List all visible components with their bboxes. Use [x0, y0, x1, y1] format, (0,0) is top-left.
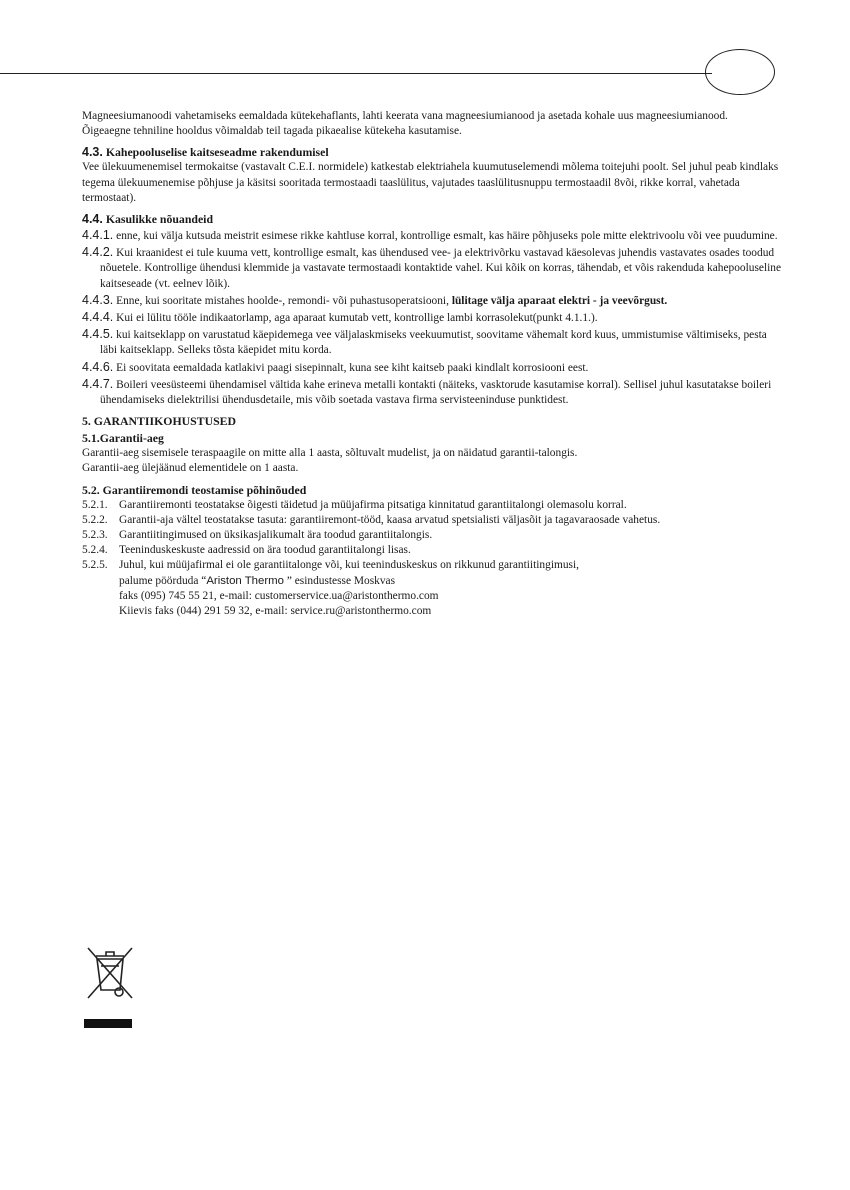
weee-marking-bar: [84, 1019, 132, 1028]
tip-text: Boileri veesüsteemi ühendamisel vältida kahe erineva metalli kontakti (näiteks, vasktorude kasutamise korral). Sellisel juhul kasutatakse boileri ühendamiseks dielektrilisi ühendusdetaile, mis võib soetada vastava firma servisteeninduse punktidest.: [100, 378, 772, 407]
tip-item: [82, 245, 782, 292]
contacts-line-2: [119, 574, 782, 589]
tip-item: [82, 293, 782, 309]
heading-4-4-title: Kasulikke nõuandeid: [105, 212, 214, 227]
heading-4-4: [82, 212, 782, 227]
tip-number: 4.4.3.: [82, 292, 114, 307]
heading-5-1: 5.1.Garantii-aeg: [82, 431, 164, 446]
tip-number: 4.4.1.: [82, 228, 114, 243]
tip-text: Enne, kui sooritate mistahes hoolde-, remondi- või puhastusoperatsiooni,: [116, 294, 449, 307]
page-number-oval: [705, 49, 775, 95]
tip-number: 4.4.6.: [82, 359, 114, 374]
heading-5-2: 5.2. Garantiiremondi teostamise põhinõuded: [82, 482, 307, 497]
brand-name: Ariston Thermo: [206, 574, 284, 587]
warranty-item-number: 5.2.2.: [82, 513, 108, 526]
crossed-out-wheelie-bin-icon: [84, 944, 136, 1002]
tip-number: 4.4.7.: [82, 376, 114, 391]
warranty-item-contacts: [82, 558, 782, 619]
tip-text: enne, kui välja kutsuda meistrit esimese rikke kahtluse korral, kontrollige esmalt, kas häire põhjuseks pole mitte elektrivoolu või vee puudumine.: [116, 230, 778, 243]
warranty-period-text-2: Garantii-aeg ülejäänud elementidele on 1 aasta.: [82, 462, 299, 475]
warranty-item-text: Garantiiremonti teostatakse õigesti täidetud ja müüjafirma pitsatiga kinnitatud garantiitalongi olemasolu korral.: [119, 498, 627, 511]
page-content: [82, 109, 782, 619]
contacts-kiev-fax-email: Kiievis faks (044) 291 59 32, e-mail: service.ru@aristonthermo.com: [119, 605, 432, 618]
tip-text: kui kaitseklapp on varustatud käepidemega vee väljalaskmiseks veekuumutist, soovitame vähemalt kord kuus, ummistumise vältimiseks, pesta läbi kaitseklapp. Selleks tõsta käepidet mitu korda.: [100, 329, 767, 357]
contacts-line-2-start: palume pöörduda “: [119, 574, 207, 587]
header-rule: [0, 73, 712, 74]
warranty-item-text: Teeninduskeskuste aadressid on ära toodud garantiitalongi lisas.: [119, 544, 411, 557]
heading-4-3: [82, 145, 782, 160]
tip-emphasis: lülitage välja aparaat elektri - ja veevõrgust.: [451, 294, 668, 307]
warranty-item-text: Garantii-aja vältel teostatakse tasuta: garantiiremont-tööd, kaasa arvatud spetsialisti väljasõit ja tagavaraosade vahetus.: [119, 513, 661, 526]
warranty-item-number: 5.2.5.: [82, 559, 108, 572]
warranty-period-text-1: Garantii-aeg sisemisele teraspaagile on mitte alla 1 aasta, sõltuvalt mudelist, ja on näidatud garantii-talongis.: [82, 447, 578, 460]
tip-text: Kui kraanidest ei tule kuuma vett, kontrollige esmalt, kas ühendused vee- ja elektrivõrku vastavad käesolevas juhendis vastavates osades toodud nõuetele. Kontrollige ühendusi klemmide ja vastavate termostaadi kontaktide vahel. Kui kõik on korras, tähendab, et võis rakenduda kahepooluseline kaitseseade (vt. eelnev lõik).: [100, 247, 782, 290]
warranty-item-number: 5.2.1.: [82, 498, 108, 511]
warranty-item: [82, 543, 782, 558]
heading-section-5: 5. GARANTIIKOHUSTUSED: [82, 414, 237, 429]
tip-item: [82, 327, 782, 358]
warranty-item-number: 5.2.3.: [82, 529, 108, 542]
intro-paragraph-2: Õigeaegne tehniline hooldus võimaldab teil tagada pikaealise kütekeha kasutamise.: [82, 125, 462, 138]
tip-item: [82, 377, 782, 408]
section-4-3-body: Vee ülekuumenemisel termokaitse (vastavalt C.E.I. normidele) katkestab elektriahela kuumutuselemendi mõlema toitejuhi poolt. Sel juhul peab kindlaks tegema ülekuumenemise põhjuse ja käsitsi sooritada termostaadi taaslülitus, vajutades taaslülitusnuppu termostaadil 8või, rikke korral, vahetada termostaat).: [82, 161, 779, 204]
tip-item: [82, 228, 782, 244]
tip-number: 4.4.5.: [82, 327, 114, 342]
tip-item: [82, 360, 782, 376]
intro-paragraph-1: Magneesiumanoodi vahetamiseks eemaldada kütekehaflants, lahti keerata vana magneesiumianood ja asetada kohale uus magneesiumianood.: [82, 110, 728, 122]
heading-4-3-title: Kahepooluselise kaitseseadme rakendumisel: [105, 145, 329, 160]
contacts-line-2-end: ” esindustesse Moskvas: [283, 574, 396, 587]
contacts-line-1: Juhul, kui müüjafirmal ei ole garantiitalonge või, kui teeninduskeskus on rikkunud garantiitingimusi,: [119, 559, 579, 572]
warranty-item-text: Garantiitingimused on üksikasjalikumalt ära toodud garantiitalongis.: [119, 529, 433, 542]
warranty-item: [82, 528, 782, 543]
tip-item: [82, 310, 782, 326]
tip-text: Kui ei lülitu tööle indikaatorlamp, aga aparaat kumutab vett, kontrollige lambi korrasolekut(punkt 4.1.1.).: [116, 312, 598, 325]
tip-number: 4.4.4.: [82, 310, 114, 325]
warranty-item-number: 5.2.4.: [82, 544, 108, 557]
contacts-moscow-fax-email: faks (095) 745 55 21, e-mail: customerservice.ua@aristonthermo.com: [119, 589, 439, 602]
warranty-item: [82, 513, 782, 528]
tip-number: 4.4.2.: [82, 245, 114, 260]
heading-4-4-number: 4.4.: [82, 212, 103, 227]
tip-text: Ei soovitata eemaldada katlakivi paagi sisepinnalt, kuna see kiht kaitseb paaki kindlalt korrosiooni eest.: [116, 361, 589, 374]
warranty-item: [82, 498, 782, 513]
heading-4-3-number: 4.3.: [82, 145, 103, 160]
